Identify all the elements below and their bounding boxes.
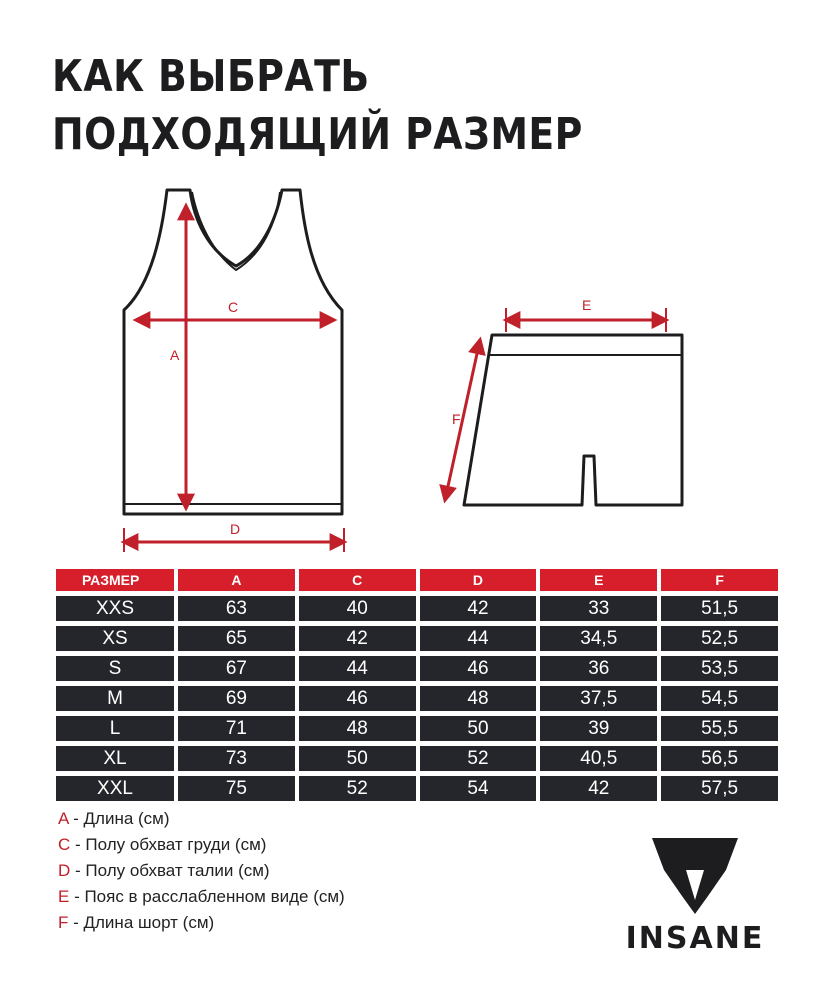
label-d: D xyxy=(230,521,241,537)
size-cell: M xyxy=(56,686,174,711)
table-row xyxy=(56,596,778,621)
header-size: РАЗМЕР xyxy=(56,569,174,591)
value-cell: 40 xyxy=(299,596,416,621)
shorts-outline xyxy=(464,335,682,505)
legend-item-c: C - Полу обхват груди (см) xyxy=(58,835,267,854)
arrow-f xyxy=(445,340,480,500)
header-d: D xyxy=(420,569,537,591)
value-cell: 37,5 xyxy=(540,686,657,711)
legend-item-a: A - Длина (см) xyxy=(58,809,170,828)
value-cell: 52,5 xyxy=(661,626,778,651)
size-cell: XS xyxy=(56,626,174,651)
value-cell: 50 xyxy=(420,716,537,741)
value-cell: 63 xyxy=(178,596,295,621)
value-cell: 46 xyxy=(420,656,537,681)
value-cell: 34,5 xyxy=(540,626,657,651)
legend-item-d: D - Полу обхват талии (см) xyxy=(58,861,270,880)
value-cell: 36 xyxy=(540,656,657,681)
size-cell: L xyxy=(56,716,174,741)
value-cell: 44 xyxy=(299,656,416,681)
table-row xyxy=(56,776,778,801)
value-cell: 73 xyxy=(178,746,295,771)
value-cell: 44 xyxy=(420,626,537,651)
value-cell: 39 xyxy=(540,716,657,741)
header-a: A xyxy=(178,569,295,591)
legend-item-e: E - Пояс в расслабленном виде (см) xyxy=(58,887,345,906)
value-cell: 51,5 xyxy=(661,596,778,621)
table-row xyxy=(56,626,778,651)
value-cell: 33 xyxy=(540,596,657,621)
value-cell: 52 xyxy=(420,746,537,771)
value-cell: 48 xyxy=(299,716,416,741)
insane-logo xyxy=(600,830,790,960)
value-cell: 48 xyxy=(420,686,537,711)
value-cell: 71 xyxy=(178,716,295,741)
size-cell: S xyxy=(56,656,174,681)
size-table-header xyxy=(56,569,778,591)
value-cell: 52 xyxy=(299,776,416,801)
value-cell: 67 xyxy=(178,656,295,681)
header-c: C xyxy=(299,569,416,591)
header-e: E xyxy=(540,569,657,591)
insane-shield-logo-icon xyxy=(652,838,738,914)
size-table xyxy=(52,564,782,806)
value-cell: 54 xyxy=(420,776,537,801)
value-cell: 57,5 xyxy=(661,776,778,801)
value-cell: 53,5 xyxy=(661,656,778,681)
table-row xyxy=(56,746,778,771)
value-cell: 42 xyxy=(299,626,416,651)
value-cell: 55,5 xyxy=(661,716,778,741)
size-cell: XL xyxy=(56,746,174,771)
size-cell: XXS xyxy=(56,596,174,621)
title-line-1: КАК ВЫБРАТЬ xyxy=(52,51,370,102)
value-cell: 75 xyxy=(178,776,295,801)
table-row xyxy=(56,716,778,741)
legend xyxy=(58,806,345,936)
value-cell: 56,5 xyxy=(661,746,778,771)
value-cell: 42 xyxy=(420,596,537,621)
value-cell: 50 xyxy=(299,746,416,771)
label-e: E xyxy=(582,297,592,313)
value-cell: 46 xyxy=(299,686,416,711)
table-row xyxy=(56,686,778,711)
label-c: C xyxy=(228,299,239,315)
brand-name: INSANE xyxy=(625,921,765,956)
tank-top-outline xyxy=(124,190,342,514)
table-row xyxy=(56,656,778,681)
value-cell: 65 xyxy=(178,626,295,651)
value-cell: 54,5 xyxy=(661,686,778,711)
value-cell: 40,5 xyxy=(540,746,657,771)
size-cell: XXL xyxy=(56,776,174,801)
label-f: F xyxy=(452,411,461,427)
page-title xyxy=(52,48,583,164)
garment-diagram xyxy=(0,180,832,560)
value-cell: 42 xyxy=(540,776,657,801)
header-f: F xyxy=(661,569,778,591)
legend-item-f: F - Длина шорт (см) xyxy=(58,913,215,932)
title-line-2: ПОДХОДЯЩИЙ РАЗМЕР xyxy=(52,109,583,160)
value-cell: 69 xyxy=(178,686,295,711)
label-a: A xyxy=(170,347,180,363)
